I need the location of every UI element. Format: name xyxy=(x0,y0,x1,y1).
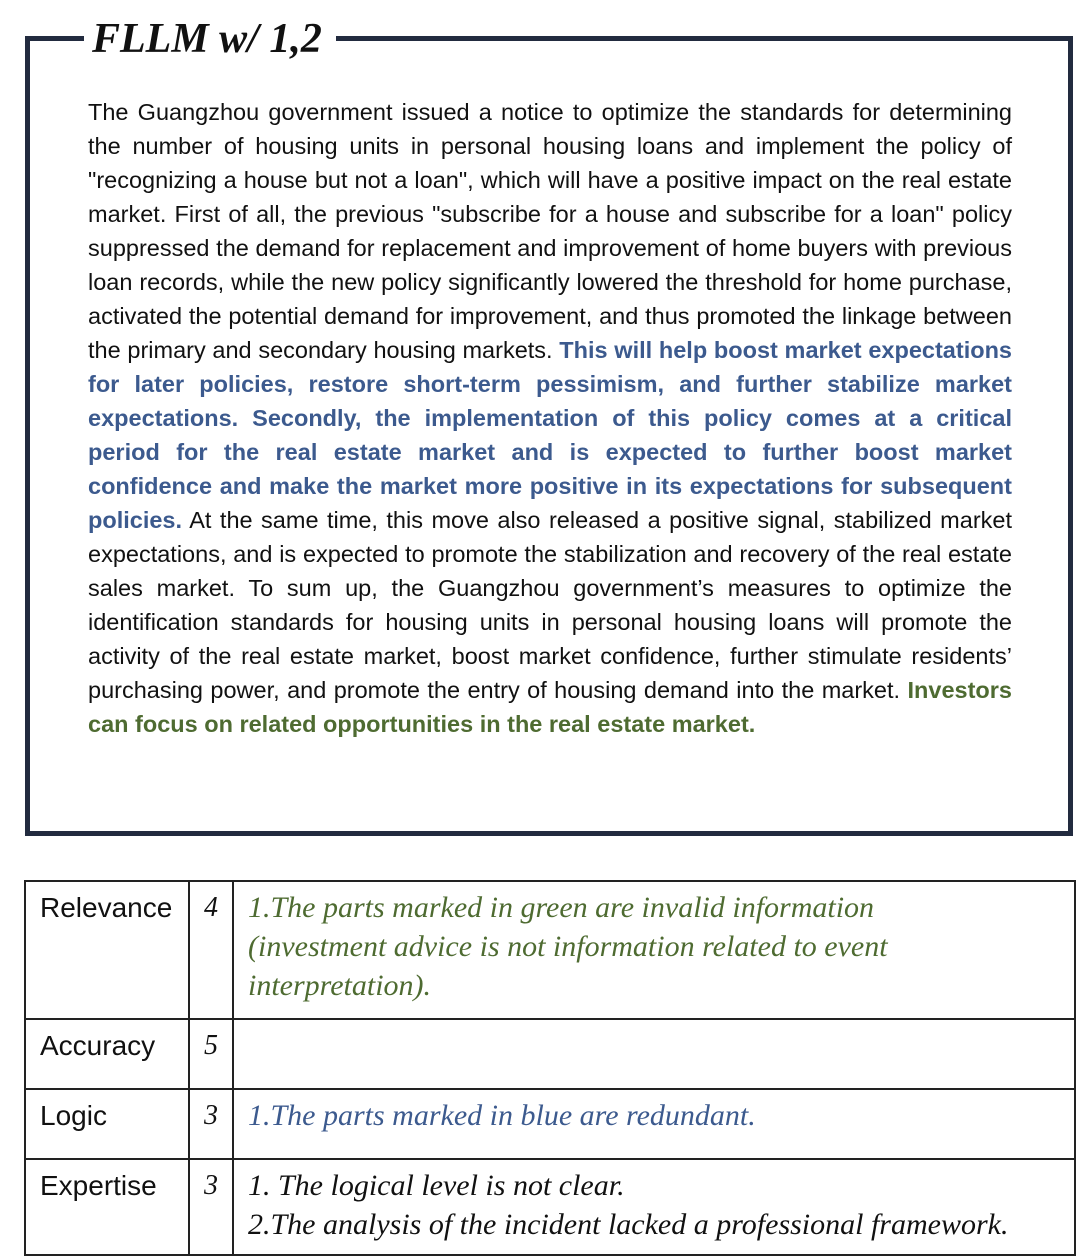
metric-label: Relevance xyxy=(25,881,189,1019)
analysis-text-plain-1: The Guangzhou government issued a notice to optimize the standards for determining the number of housing units in personal housing loans and implement the policy of "recognizing a house but not a loan", which will have a positive impact on the real estate market. First of all, the previous "subscribe for a house and subscribe for a loan" policy suppressed the demand for replacement and improvement of home buyers with previous loan records, while the new policy significantly lowered the threshold for home purchase, activated the potential demand for improvement, and thus promoted the linkage between the primary and secondary housing markets. xyxy=(88,99,1012,363)
comment-line: 2.The analysis of the incident lacked a professional framework. xyxy=(248,1208,1009,1241)
comment-line: interpretation). xyxy=(248,969,432,1002)
comment-line: (investment advice is not information related to event xyxy=(248,930,888,963)
metric-label: Logic xyxy=(25,1089,189,1159)
metric-comment xyxy=(233,881,1075,1019)
metric-label: Expertise xyxy=(25,1159,189,1255)
metric-score: 4 xyxy=(189,881,233,1019)
frame-title: FLLM w/ 1,2 xyxy=(84,17,336,61)
metric-comment xyxy=(233,1019,1075,1089)
analysis-text-plain-2: At the same time, this move also released a positive signal, stabilized market expectations, and is expected to promote the stabilization and recovery of the real estate sales market. To sum up, the Guangzhou government’s measures to optimize the identification standards for housing units in personal housing loans will promote the activity of the real estate market, boost market confidence, further stimulate residents’ purchasing power, and promote the entry of housing demand into the market. xyxy=(88,507,1012,703)
table-row-relevance xyxy=(25,881,1075,1019)
analysis-text-blue-redundant: This will help boost market expectations for later policies, restore short-term pessimism, and further stabilize market expectations. Secondly, the implementation of this policy comes at a critical period for the real estate market and is expected to further boost market confidence and make the market more positive in its expectations for subsequent policies. xyxy=(88,337,1013,533)
table-row-accuracy xyxy=(25,1019,1075,1089)
comment-line: 1.The parts marked in blue are redundant. xyxy=(248,1099,756,1132)
metric-comment xyxy=(233,1159,1075,1255)
metric-label: Accuracy xyxy=(25,1019,189,1089)
analysis-frame xyxy=(25,16,1073,836)
comment-line: 1. The logical level is not clear. xyxy=(248,1169,625,1202)
analysis-text xyxy=(88,95,1012,741)
metric-score: 3 xyxy=(189,1159,233,1255)
metric-comment xyxy=(233,1089,1075,1159)
metric-score: 3 xyxy=(189,1089,233,1159)
table-row-logic xyxy=(25,1089,1075,1159)
comment-line: 1.The parts marked in green are invalid information xyxy=(248,891,875,924)
metric-score: 5 xyxy=(189,1019,233,1089)
table-row-expertise xyxy=(25,1159,1075,1255)
analysis-text-green-invalid: Investors can focus on related opportunities in the real estate market. xyxy=(88,677,1012,737)
evaluation-table xyxy=(24,880,1076,1256)
